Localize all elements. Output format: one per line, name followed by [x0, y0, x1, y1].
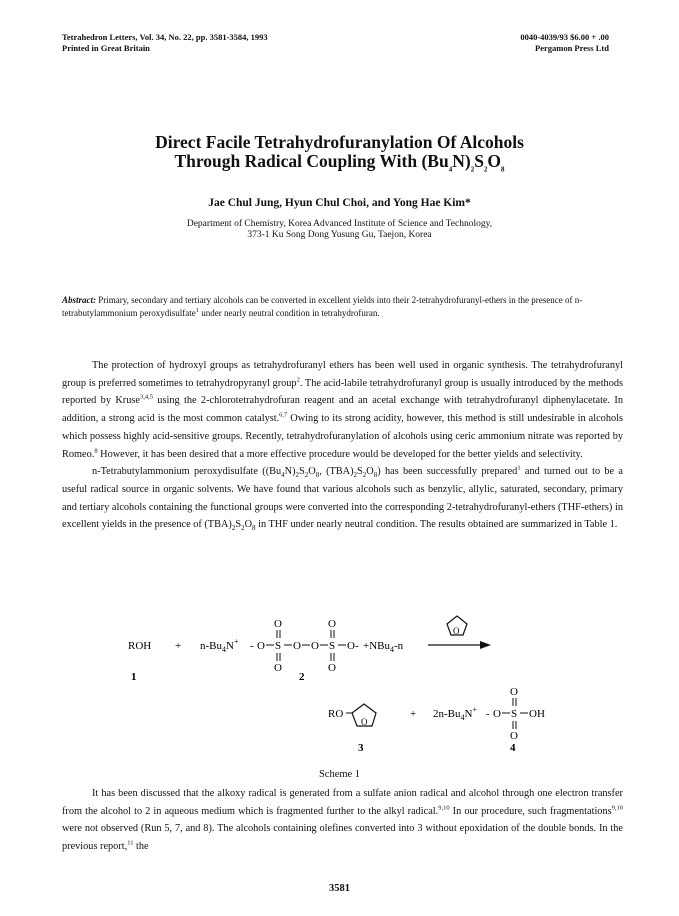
title-subscript: 2: [470, 165, 475, 174]
formula-sub: 2: [362, 471, 367, 480]
title-subscript: 4: [448, 165, 453, 174]
formula-sub: 2: [353, 471, 358, 480]
compound-label-2: 2: [299, 671, 305, 683]
paragraph-text: , (TBA): [319, 466, 354, 478]
peroxydisulfate-anion: [257, 618, 359, 674]
formula-sub: 4: [281, 471, 285, 480]
page-number: 3581: [329, 883, 350, 894]
paragraph-text: The protection of hydroxyl groups as tetrahydrofuranyl ethers has been well used in organic synthesis. The tetrahydrofuranyl group is preferred sometimes to tetrahydropyranyl group: [62, 360, 623, 389]
paragraph-text: n-Tetrabutylammonium peroxydisulfate ((Bu: [92, 466, 282, 478]
scheme-drawing: [100, 612, 580, 774]
paragraph-text: were not observed (Run 5, 7, and 8). The alcohols containing olefines converted into 3 without epoxidation of the double bonds. In the previous report,: [62, 823, 623, 853]
paragraph-text: and turned out to be a useful radical source in organic solvents. We have found that various alcohols such as benzylic, allylic, saturated, secondary, primary and tertiary alcohols containing the functional groups were converted into the corresponding 2-tetrahydrofuranyl-ethers (THF-ethers) in excellent yields in the presence of (TBA): [62, 466, 623, 531]
affiliation-line-2: 373-1 Ku Song Dong Yusung Gu, Taejon, Korea: [247, 230, 432, 240]
title-line-2: [0, 151, 679, 174]
svg-text:OH: OH: [529, 708, 545, 720]
title-subscript: 8: [501, 165, 505, 174]
title-text: N): [452, 151, 471, 171]
formula-sub: 2: [304, 471, 309, 480]
minus-sign: -: [250, 640, 254, 652]
formula-sub: 2: [241, 524, 245, 533]
paragraph-mechanism: [62, 785, 623, 856]
paragraph-text: However, it has been desired that a more effective procedure would be developed for the better yields and selectivity.: [97, 448, 583, 460]
paragraph-text: N): [284, 466, 296, 478]
citation-sup: 8: [94, 447, 98, 455]
paragraph-text: In our procedure, such fragmentations: [449, 805, 612, 817]
citation-sup: 1: [195, 307, 199, 314]
paragraph-text: O: [244, 519, 253, 531]
publisher: Pergamon Press Ltd: [535, 43, 609, 53]
svg-text:S: S: [275, 640, 282, 652]
paragraph-text: O: [366, 466, 374, 478]
svg-text:O: O: [510, 686, 518, 698]
reaction-arrow: [428, 641, 491, 649]
citation-sup: 1: [517, 464, 521, 472]
affiliation-line-1: Department of Chemistry, Korea Advanced Institute of Science and Technology,: [186, 219, 493, 229]
product-ro: RO: [328, 708, 344, 720]
price-code: 0040-4039/93 $6.00 + .00: [520, 32, 609, 42]
publisher-header: [520, 32, 609, 54]
reactant-roh: ROH: [128, 640, 152, 652]
body-section-1: [62, 357, 623, 534]
paper-title: [0, 132, 679, 174]
svg-text:O: O: [274, 618, 282, 630]
paragraph-tba: [62, 463, 623, 534]
svg-text:O: O: [493, 708, 501, 720]
journal-header: [62, 32, 268, 54]
plus-sign: +: [175, 640, 182, 652]
svg-text:-: -: [486, 708, 490, 720]
printed-in: Printed in Great Britain: [62, 43, 150, 53]
tba-cation-right: +NBu$_4$-n: [363, 640, 404, 654]
svg-text:O: O: [257, 640, 265, 652]
paragraph-text: using the 2-chlorotetrahydrofuran reagent and an acetal exchange with tetrahydrofuranyl diphenylacetate. In addition, a strong acid is the most common catalyst.: [62, 395, 624, 425]
body-section-2: [62, 785, 623, 856]
thf-reagent-ring: [447, 616, 467, 636]
svg-text:O: O: [361, 717, 368, 727]
paragraph-text: O: [308, 466, 316, 478]
product-thf-ether: [328, 704, 376, 727]
title-line-1: Direct Facile Tetrahydrofuranylation Of Alcohols: [155, 132, 524, 152]
citation-sup: 3,4,5: [139, 393, 153, 401]
svg-text:O: O: [328, 618, 336, 630]
svg-text:O: O: [453, 626, 460, 636]
plus-sign: +: [410, 708, 417, 720]
formula-sub: 8: [315, 471, 320, 480]
compound-label-3: 3: [358, 742, 364, 754]
compound-label-4: 4: [510, 742, 516, 754]
compound-label-1: 1: [131, 671, 137, 683]
abstract: [62, 294, 622, 320]
paragraph-text: S: [299, 466, 305, 478]
formula-sub: 2: [231, 524, 236, 533]
svg-text:O: O: [293, 640, 301, 652]
title-text: S: [474, 151, 484, 171]
affiliation: [0, 219, 679, 241]
abstract-text: under nearly neutral condition in tetrahydrofuran.: [198, 308, 380, 318]
citation-sup: 9,10: [611, 804, 623, 812]
citation-sup: 11: [127, 839, 134, 847]
svg-text:2n-Bu4N+: $2n-Bu_4N^+$: [433, 705, 477, 722]
product-hydrogensulfate: [433, 686, 545, 742]
scheme-caption: Scheme 1: [318, 769, 361, 780]
paragraph-text: Owing to its strong acidity, however, this method is still undesirable in alcohols which possess highly acid-sensitive groups. Recently, tetrahydrofuranylation of alcohols using ceric ammonium nitrate was reported by Romeo.: [62, 413, 623, 460]
abstract-label: Abstract:: [62, 295, 97, 305]
reaction-scheme: [100, 612, 580, 774]
svg-text:O: O: [311, 640, 319, 652]
citation-sup: 9,10: [438, 804, 450, 812]
paragraph-text: . The acid-labile tetrahydrofuranyl group is usually introduced by the methods reported by Kruse: [62, 377, 624, 407]
citation-sup: 2: [296, 376, 300, 384]
paragraph-text: the: [133, 841, 149, 853]
title-text: O: [487, 151, 502, 171]
formula-sub: 8: [252, 524, 256, 533]
paragraph-text: S: [235, 519, 242, 531]
citation-sup: 6,7: [279, 411, 288, 419]
title-text: Through Radical Coupling With (Bu: [174, 151, 449, 171]
paragraph-text: in THF under nearly neutral condition. The results obtained are summarized in Table 1.: [255, 519, 618, 531]
tba-cation: $n-Bu_4N^+$: [200, 637, 239, 654]
paragraph-text: ) has been successfully prepared: [377, 466, 518, 478]
paragraph-text: It has been discussed that the alkoxy radical is generated from a sulfate anion radical and alcohol through one electron transfer from the alcohol to 2 in aqueous medium which is fragmented further to the alkyl radical.: [62, 788, 623, 817]
svg-text:S: S: [329, 640, 336, 652]
paragraph-intro: [62, 357, 623, 463]
paragraph-text: S: [357, 466, 363, 478]
formula-sub: 8: [373, 471, 378, 480]
title-subscript: 2: [483, 165, 488, 174]
svg-text:S: S: [511, 708, 518, 720]
author-list: Jae Chul Jung, Hyun Chul Choi, and Yong Hae Kim*: [208, 197, 471, 209]
svg-text:O: O: [274, 662, 282, 674]
svg-text:-: -: [355, 640, 359, 652]
svg-text:O: O: [510, 730, 518, 742]
svg-text:O: O: [328, 662, 336, 674]
svg-text:O: O: [347, 640, 355, 652]
abstract-text: Primary, secondary and tertiary alcohols can be converted in excellent yields into their 2-tetrahydrofuranyl-ethers in the presence of n-tetrabutylammonium peroxydisulfate: [62, 295, 583, 318]
journal-citation: Tetrahedron Letters, Vol. 34, No. 22, pp. 3581-3584, 1993: [62, 32, 268, 42]
formula-sub: 2: [295, 471, 300, 480]
